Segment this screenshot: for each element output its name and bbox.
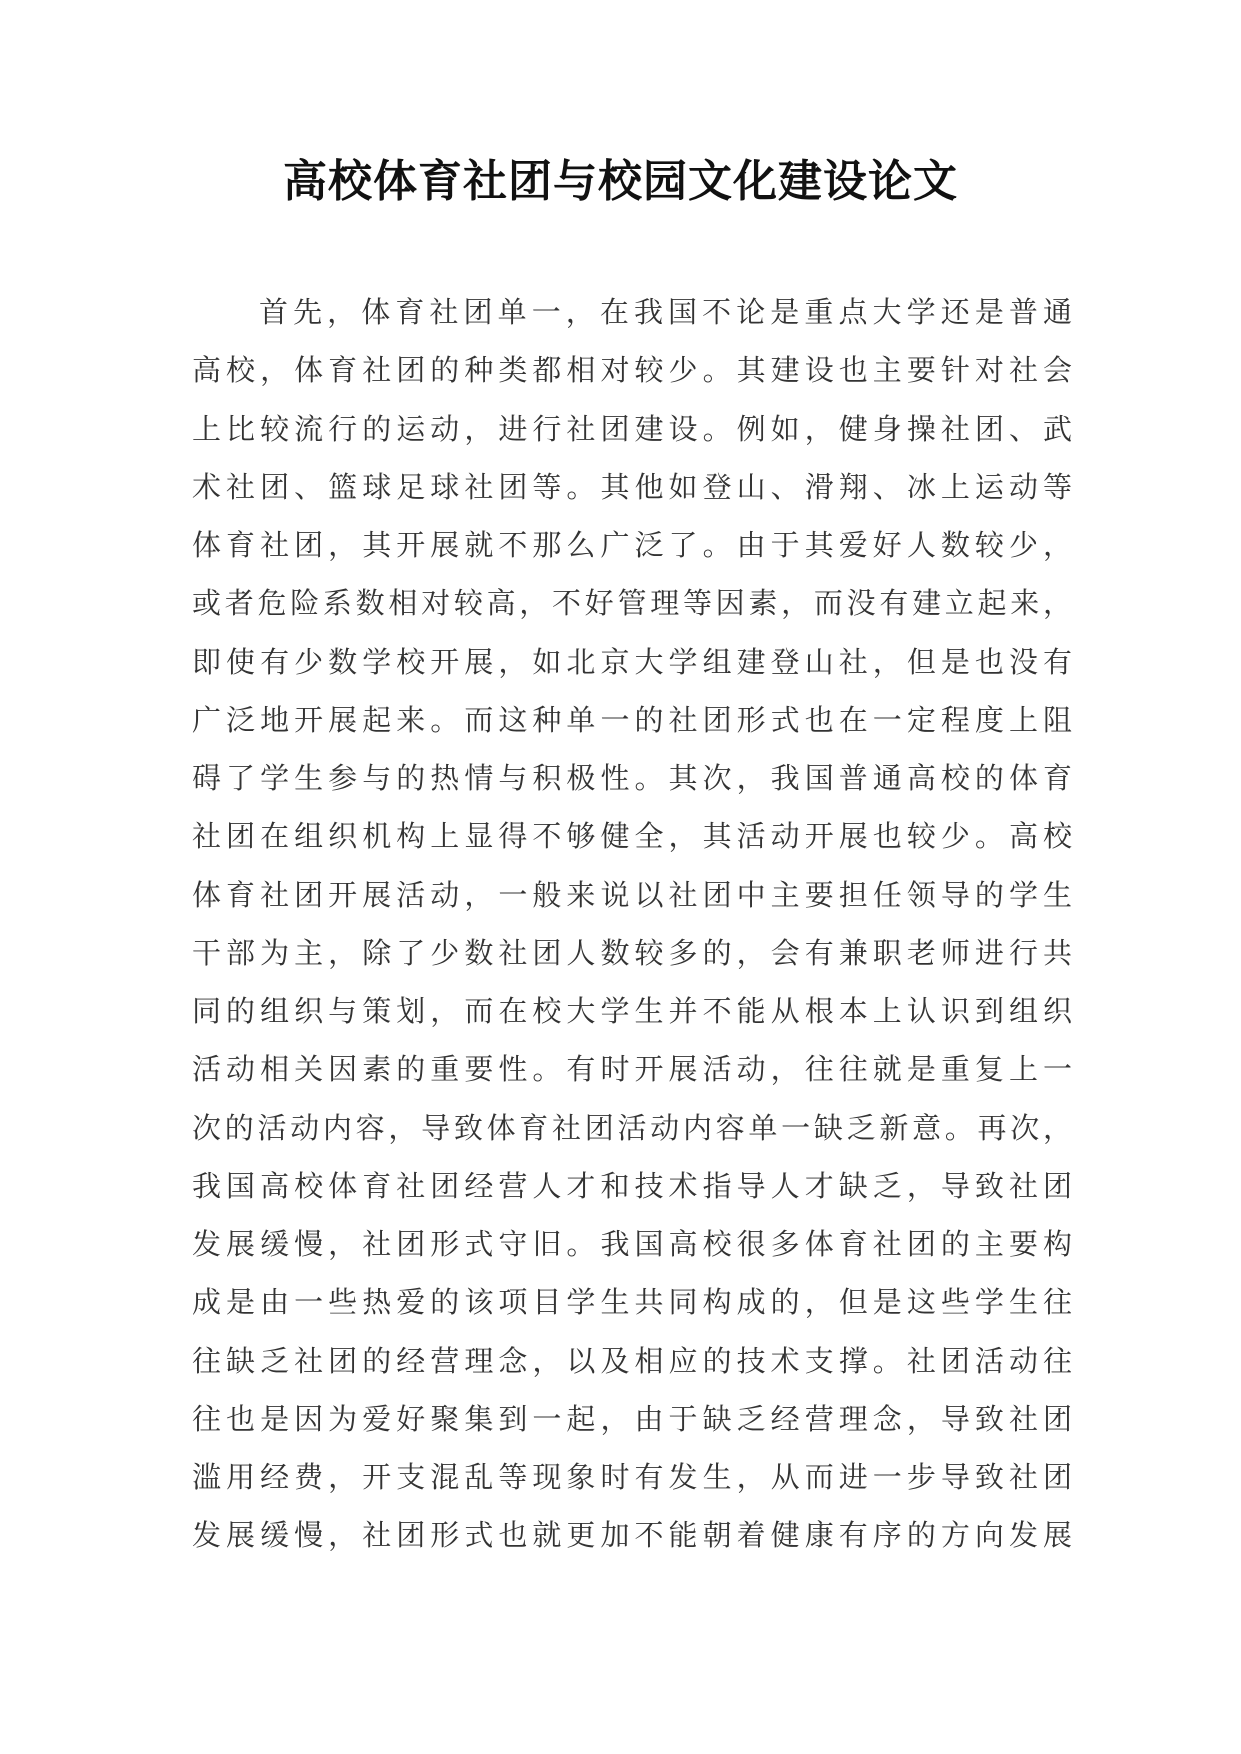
- paragraph-line: 发展缓慢，社团形式守旧。我国高校很多体育社团的主要构: [192, 1227, 1072, 1261]
- document-body: [192, 283, 1072, 1565]
- paragraph-line: 即使有少数学校开展，如北京大学组建登山社，但是也没有: [192, 644, 1072, 679]
- paragraph-line: 成是由一些热爱的该项目学生共同构成的，但是这些学生往: [192, 1285, 1072, 1320]
- paragraph-line: 社团在组织机构上显得不够健全，其活动开展也较少。高校: [192, 819, 1072, 854]
- paragraph-line: 首先，体育社团单一，在我国不论是重点大学还是普通: [259, 295, 1072, 329]
- paragraph-line: 上比较流行的运动，进行社团建设。例如，健身操社团、武: [192, 411, 1072, 446]
- paragraph-line: 体育社团开展活动，一般来说以社团中主要担任领导的学生: [192, 877, 1072, 912]
- paragraph-line: 次的活动内容，导致体育社团活动内容单一缺乏新意。再次，: [192, 1110, 1072, 1145]
- paragraph-line: 高校，体育社团的种类都相对较少。其建设也主要针对社会: [192, 353, 1072, 388]
- paragraph-line: 碍了学生参与的热情与积极性。其次，我国普通高校的体育: [192, 761, 1072, 795]
- paragraph-line: 活动相关因素的重要性。有时开展活动，往往就是重复上一: [192, 1052, 1072, 1087]
- paragraph-line: 干部为主，除了少数社团人数较多的，会有兼职老师进行共: [192, 935, 1072, 970]
- paragraph-line: 体育社团，其开展就不那么广泛了。由于其爱好人数较少，: [192, 528, 1072, 562]
- paragraph-line: 术社团、篮球足球社团等。其他如登山、滑翔、冰上运动等: [192, 469, 1072, 504]
- paragraph-line: 发展缓慢，社团形式也就更加不能朝着健康有序的方向发展: [192, 1518, 1072, 1553]
- paragraph-line: 或者危险系数相对较高，不好管理等因素，而没有建立起来，: [192, 586, 1072, 621]
- document-title: 高校体育社团与校园文化建设论文: [283, 156, 958, 207]
- paragraph-line: 滥用经费，开支混乱等现象时有发生，从而进一步导致社团: [192, 1460, 1072, 1494]
- paragraph-line: 广泛地开展起来。而这种单一的社团形式也在一定程度上阻: [192, 702, 1072, 737]
- paragraph-line: 往缺乏社团的经营理念，以及相应的技术支撑。社团活动往: [192, 1343, 1072, 1378]
- paragraph-line: 往也是因为爱好聚集到一起，由于缺乏经营理念，导致社团: [192, 1401, 1072, 1436]
- paragraph-line: 我国高校体育社团经营人才和技术指导人才缺乏，导致社团: [192, 1168, 1072, 1203]
- paragraph-line: 同的组织与策划，而在校大学生并不能从根本上认识到组织: [192, 994, 1072, 1028]
